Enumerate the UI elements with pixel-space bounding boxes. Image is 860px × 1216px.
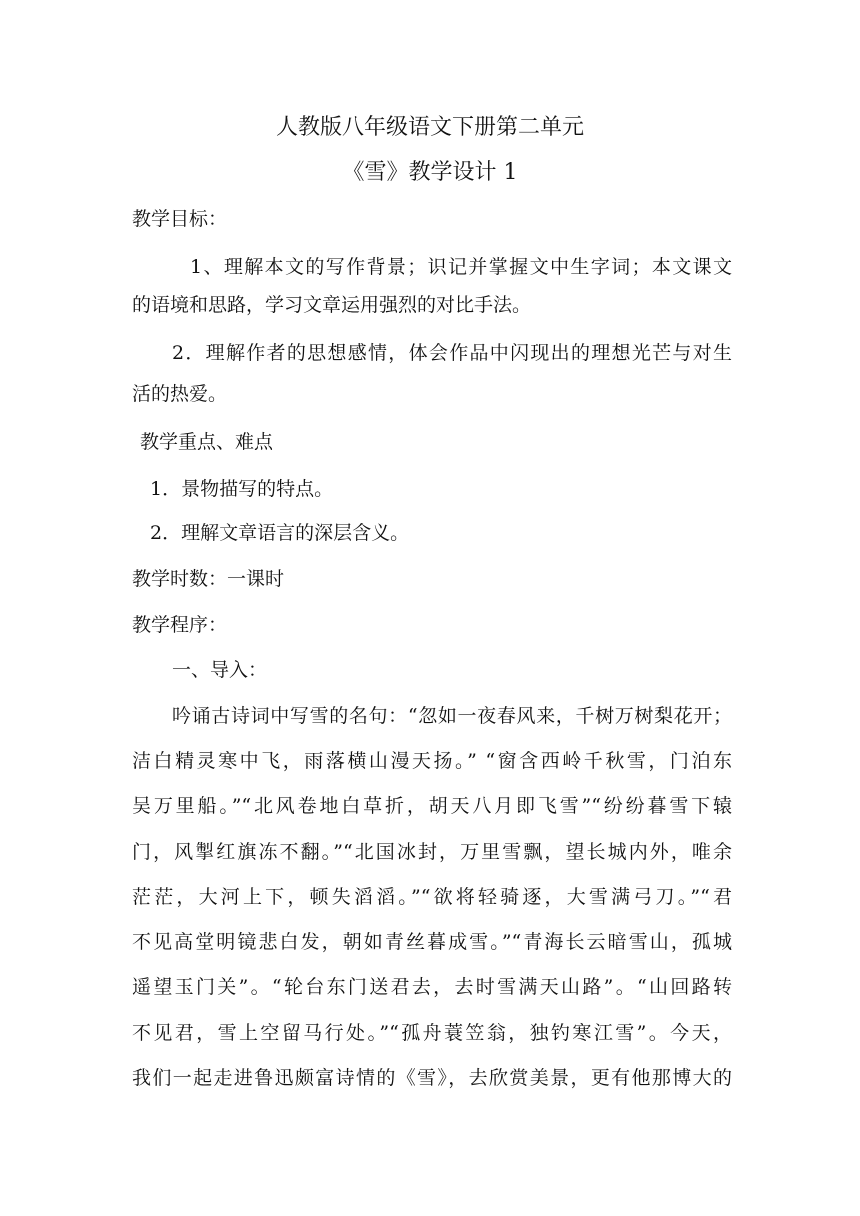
keypoint-2: 2．理解文章语言的深层含义。 [150,522,410,544]
intro-line-8: 不见君，雪上空留马行处。”“孤舟蓑笠翁，独钓寒江雪”。今天， [132,1022,732,1044]
keypoints-heading: 教学重点、难点 [140,431,274,453]
intro-line-5: 茫茫，大河上下，顿失滔滔。”“欲将轻骑逐，大雪满弓刀。”“君 [132,886,732,908]
intro-line-1: 吟诵古诗词中写雪的名句：“忽如一夜春风来，千树万树梨花开； [172,705,732,727]
procedure-heading: 教学程序： [132,614,228,636]
objective-1-line-1: 1、理解本文的写作背景；识记并掌握文中生字词；本文课文 [190,256,732,278]
intro-line-4: 门，风掣红旗冻不翻。”“北国冰封，万里雪飘，望长城内外，唯余 [132,841,732,863]
objective-2-line-1: 2．理解作者的思想感情，体会作品中闪现出的理想光芒与对生 [172,342,732,364]
intro-line-7: 遥望玉门关”。“轮台东门送君去，去时雪满天山路”。“山回路转 [132,976,732,998]
intro-line-2: 洁白精灵寒中飞，雨落横山漫天扬。” “窗含西岭千秋雪，门泊东 [132,750,732,772]
intro-line-3: 吴万里船。”“北风卷地白草折，胡天八月即飞雪”“纷纷暮雪下辕 [132,795,732,817]
intro-line-6: 不见高堂明镜悲白发，朝如青丝暮成雪。”“青海长云暗雪山，孤城 [132,931,732,953]
objective-1-line-2: 的语境和思路，学习文章运用强烈的对比手法。 [132,294,532,316]
objective-2-line-2: 活的热爱。 [132,383,228,405]
objectives-heading: 教学目标： [132,208,228,230]
document-subtitle: 《雪》教学设计 1 [342,160,518,185]
document-title: 人教版八年级语文下册第二单元 [275,115,584,140]
section-1-heading: 一、导入： [172,659,268,681]
intro-line-9: 我们一起走进鲁迅颇富诗情的《雪》，去欣赏美景，更有他那博大的 [132,1067,732,1089]
class-hours: 教学时数：一课时 [132,568,285,590]
keypoint-1: 1．景物描写的特点。 [150,478,334,500]
